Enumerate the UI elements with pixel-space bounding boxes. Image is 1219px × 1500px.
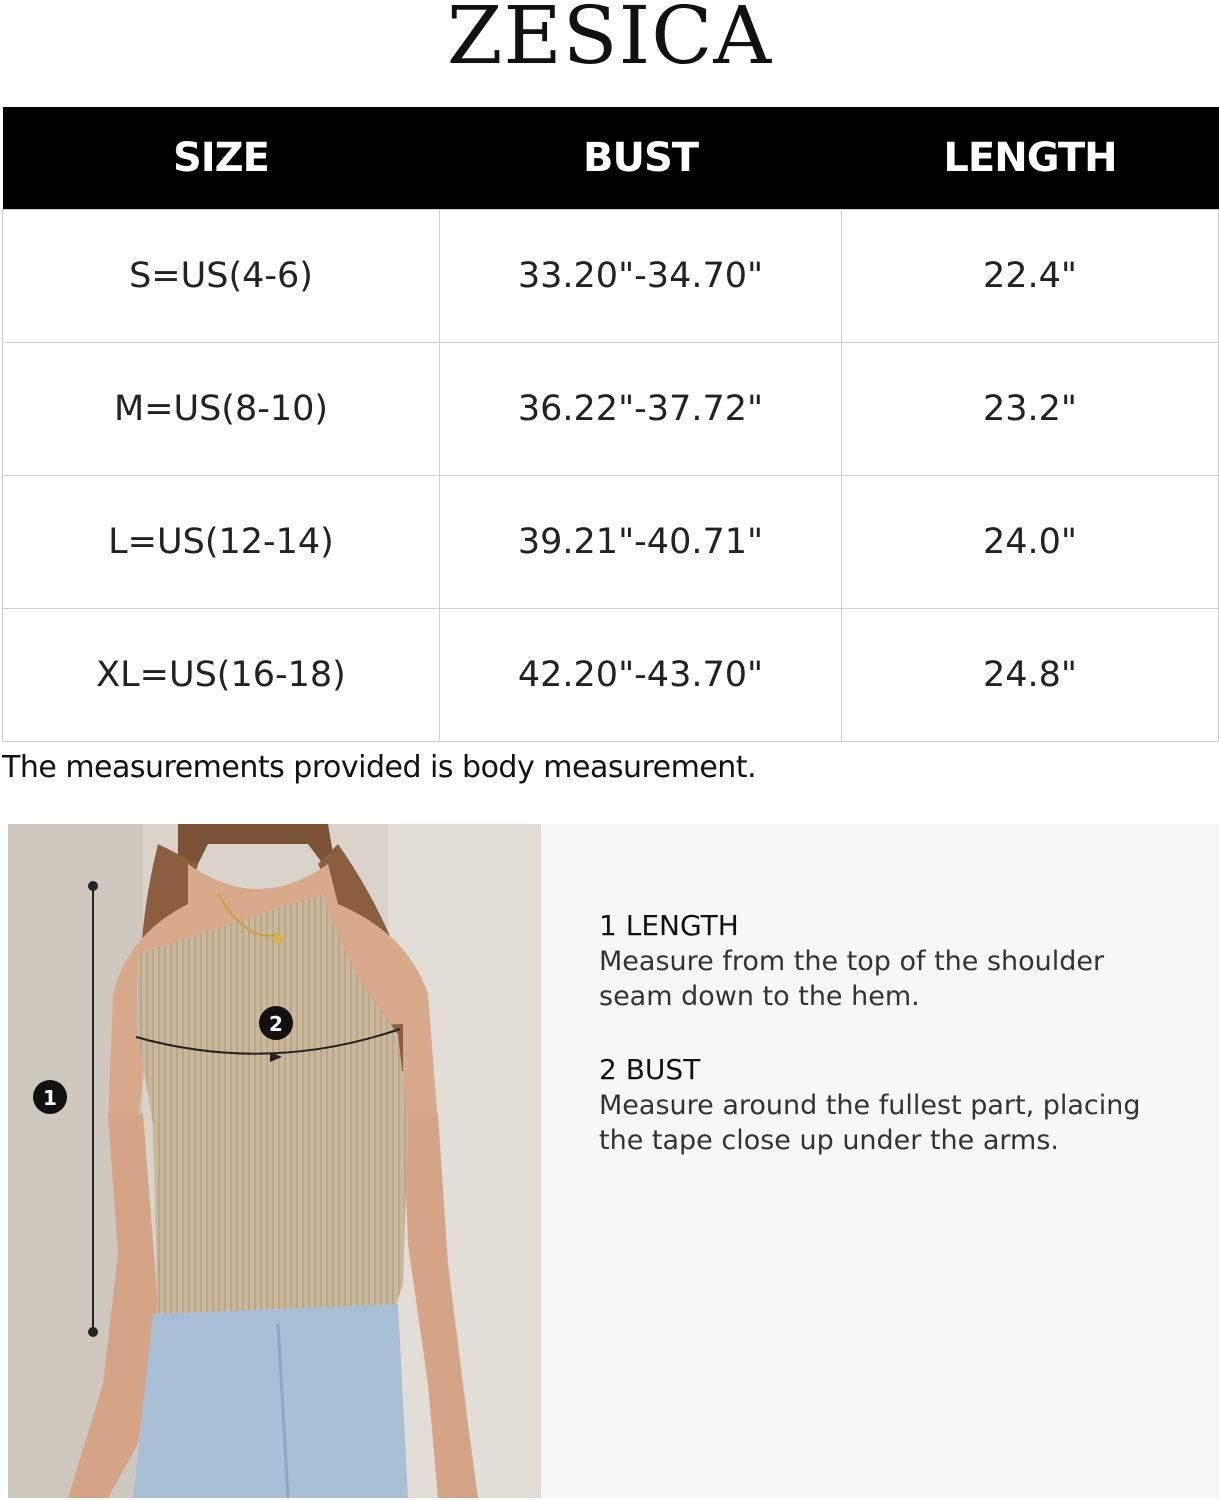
guide-step-length (599, 908, 1199, 1014)
marker-1: 1 (43, 1086, 57, 1110)
size-cell: M=US(8-10) (3, 343, 440, 476)
table-row (3, 343, 1219, 476)
header-bust: BUST (440, 107, 842, 210)
header-length: LENGTH (842, 107, 1219, 210)
length-cell: 24.0" (842, 476, 1219, 609)
step-title: 2 BUST (599, 1053, 701, 1086)
length-cell: 22.4" (842, 210, 1219, 343)
step-line: the tape close up under the arms. (599, 1125, 1059, 1156)
table-header-row (3, 107, 1219, 210)
length-cell: 24.8" (842, 609, 1219, 742)
guide-step-bust (599, 1052, 1199, 1158)
step-line: seam down to the hem. (599, 981, 920, 1012)
step-line: Measure from the top of the shoulder (599, 946, 1105, 977)
bust-cell: 33.20"-34.70" (440, 210, 842, 343)
measurement-note: The measurements provided is body measurement. (2, 750, 757, 785)
table-row (3, 476, 1219, 609)
table-row (3, 609, 1219, 742)
size-chart-table (2, 107, 1219, 742)
table-row (3, 210, 1219, 343)
size-cell: XL=US(16-18) (3, 609, 440, 742)
marker-2: 2 (269, 1012, 283, 1036)
bust-cell: 39.21"-40.71" (440, 476, 842, 609)
size-cell: L=US(12-14) (3, 476, 440, 609)
model-illustration (8, 824, 541, 1498)
bust-cell: 42.20"-43.70" (440, 609, 842, 742)
brand-logo: ZESICA (446, 0, 773, 82)
step-line: Measure around the fullest part, placing (599, 1090, 1141, 1121)
header-size: SIZE (3, 107, 440, 210)
length-cell: 23.2" (842, 343, 1219, 476)
size-cell: S=US(4-6) (3, 210, 440, 343)
measurement-guide (541, 824, 1219, 1498)
step-title: 1 LENGTH (599, 909, 739, 942)
model-photo (8, 824, 541, 1498)
bust-cell: 36.22"-37.72" (440, 343, 842, 476)
